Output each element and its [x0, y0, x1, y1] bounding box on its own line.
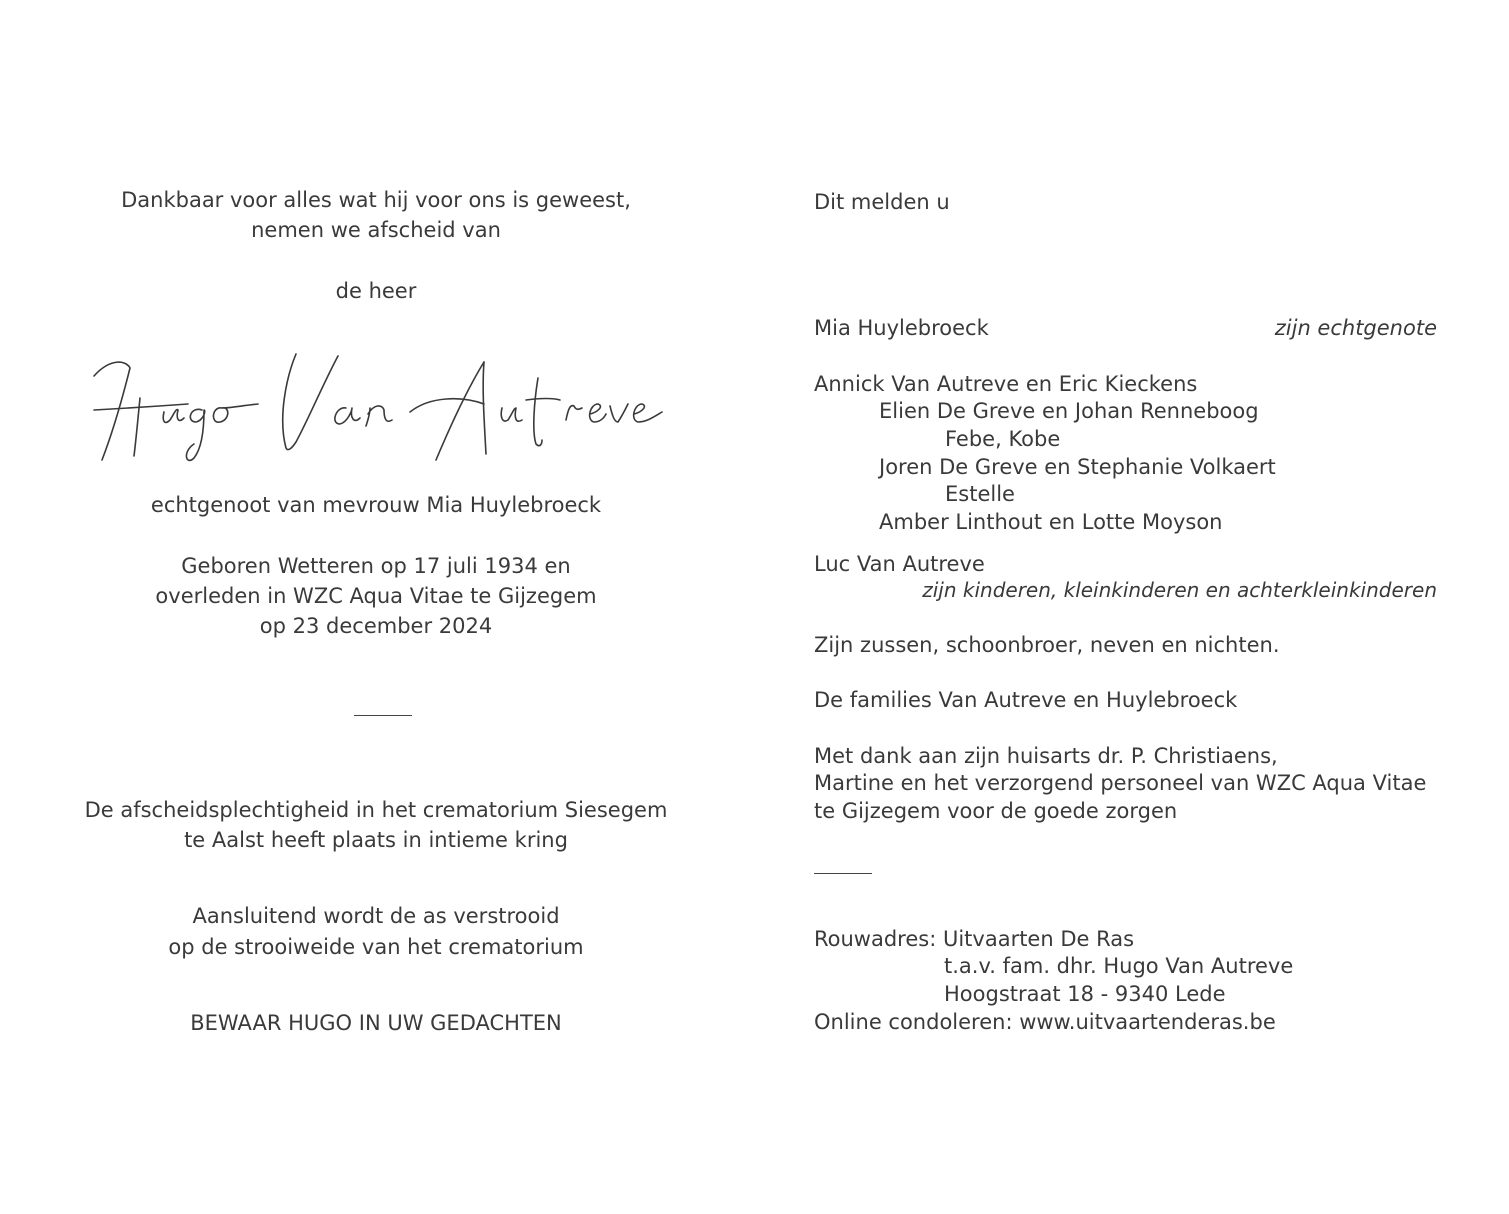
spouse-role: zijn echtgenote	[1274, 316, 1437, 340]
spouse-line: echtgenoot van mevrouw Mia Huylebroeck	[150, 493, 602, 517]
families-line: De families Van Autreve en Huylebroeck	[814, 688, 1238, 712]
announce-line: Dit melden u	[814, 190, 950, 214]
born-line-2: overleden in WZC Aqua Vitae te Gijzegem	[155, 584, 597, 608]
closing-line: BEWAAR HUGO IN UW GEDACHTEN	[190, 1011, 562, 1035]
thanks-line-3: te Gijzegem voor de goede zorgen	[814, 799, 1178, 823]
siblings-line: Zijn zussen, schoonbroer, neven en nichten.	[814, 633, 1280, 657]
divider-right	[814, 873, 872, 874]
spouse-name: Mia Huylebroeck	[814, 316, 989, 340]
intro-line-2: nemen we afscheid van	[251, 218, 501, 242]
family-member: Febe, Kobe	[945, 427, 1061, 451]
intro-line-1: Dankbaar voor alles wat hij voor ons is geweest,	[121, 188, 631, 212]
family-member: Estelle	[945, 482, 1015, 506]
thanks-line-1: Met dank aan zijn huisarts dr. P. Christiaens,	[814, 744, 1278, 768]
address-line-1: t.a.v. fam. dhr. Hugo Van Autreve	[944, 954, 1294, 978]
family-member: Amber Linthout en Lotte Moyson	[879, 510, 1223, 534]
thanks-line-2: Martine en het verzorgend personeel van WZC Aqua Vitae	[814, 771, 1427, 795]
born-line-3: op 23 december 2024	[259, 614, 493, 638]
ashes-line-1: Aansluitend wordt de as verstrooid	[192, 904, 560, 928]
family-member: Joren De Greve en Stephanie Volkaert	[879, 455, 1276, 479]
address-label: Rouwadres: Uitvaarten De Ras	[814, 927, 1135, 951]
ashes-line-2: op de strooiweide van het crematorium	[168, 935, 584, 959]
ceremony-line-1: De afscheidsplechtigheid in het crematorium Siesegem	[84, 798, 668, 822]
family-role: zijn kinderen, kleinkinderen en achterkleinkinderen	[922, 578, 1437, 602]
ceremony-line-2: te Aalst heeft plaats in intieme kring	[184, 828, 568, 852]
born-line-1: Geboren Wetteren op 17 juli 1934 en	[181, 554, 571, 578]
family-member: Annick Van Autreve en Eric Kieckens	[814, 372, 1198, 396]
family-member: Luc Van Autreve	[814, 552, 985, 576]
family-member: Elien De Greve en Johan Renneboog	[879, 399, 1259, 423]
address-line-2: Hoogstraat 18 - 9340 Lede	[944, 982, 1226, 1006]
divider-left	[354, 715, 412, 716]
salutation: de heer	[335, 279, 417, 303]
deceased-name-script	[90, 348, 665, 468]
online-condolences: Online condoleren: www.uitvaartenderas.be	[814, 1010, 1276, 1034]
